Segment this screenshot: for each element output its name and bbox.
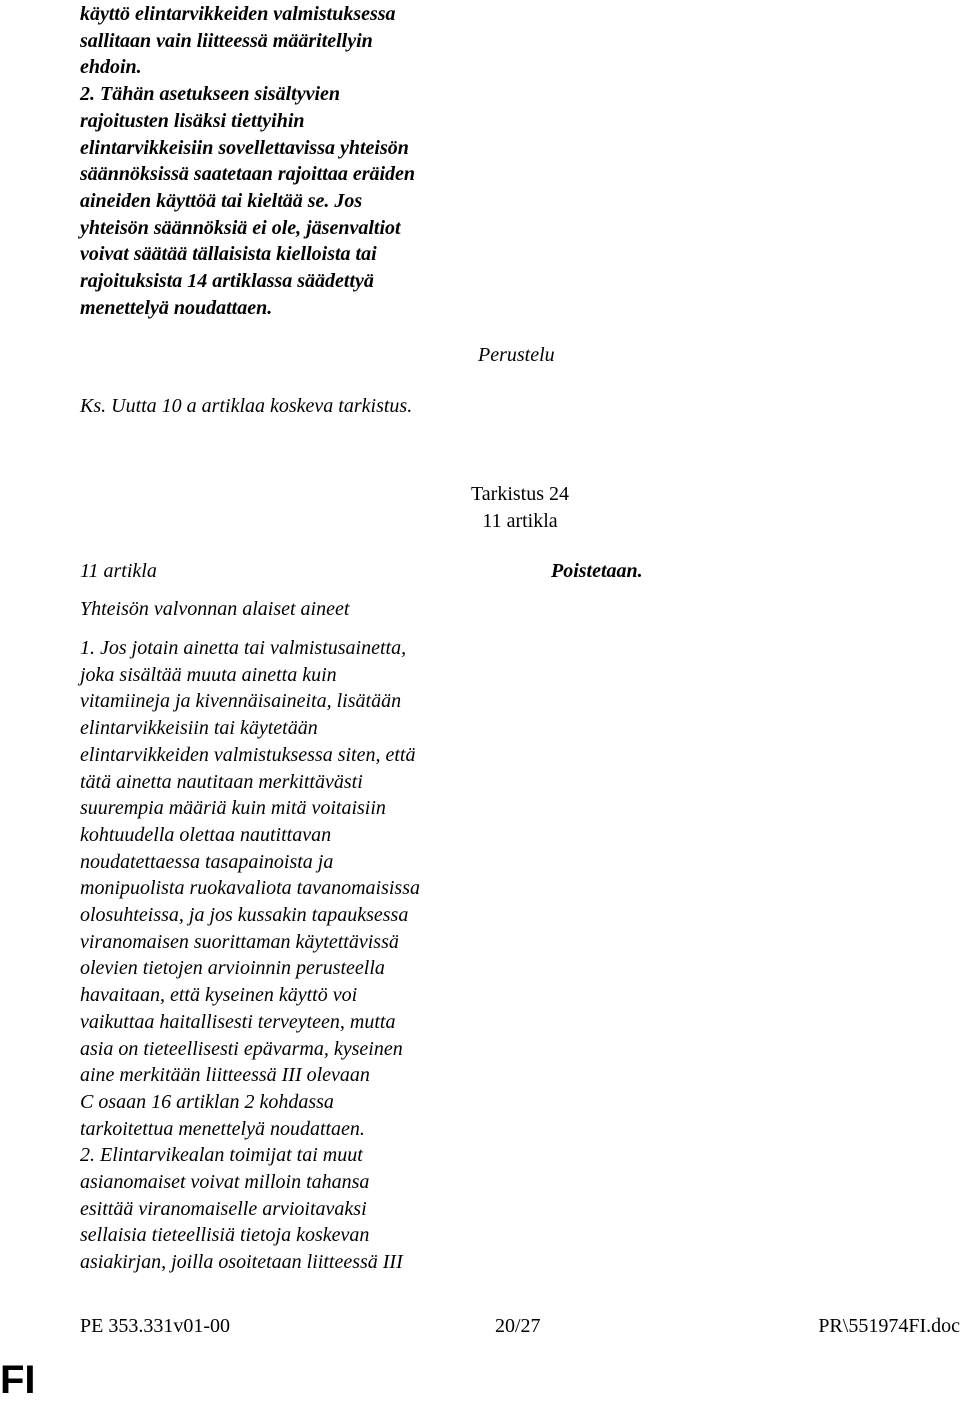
amendment-text-continued [80, 1, 415, 321]
text-line: käyttö elintarvikkeiden valmistuksessa [80, 3, 396, 25]
text-line: tätä ainetta nautitaan merkittävästi [80, 770, 363, 793]
text-line: viranomaisen suorittaman käytettävissä [80, 930, 399, 953]
text-line: aineiden käyttöä tai kieltää se. Jos [80, 189, 363, 212]
text-line: rajoitusten lisäksi tiettyihin [80, 109, 305, 132]
text-line: säännöksissä saatetaan rajoittaa eräiden [80, 163, 416, 186]
text-line: havaitaan, että kyseinen käyttö voi [80, 984, 358, 1007]
article-body [80, 635, 420, 1276]
text-line: kohtuudella olettaa nautittavan [80, 823, 332, 846]
text-line: elintarvikkeiden valmistuksessa siten, että [80, 743, 416, 766]
amendment-article: 11 artikla [482, 510, 558, 532]
document-reference: PE 353.331v01-00 [80, 1315, 230, 1337]
text-line: olevien tietojen arvioinnin perusteella [80, 957, 385, 980]
text-line: yhteisön säännöksiä ei ole, jäsenvaltiot [80, 216, 401, 239]
text-line: aine merkitään liitteessä III olevaan [80, 1064, 370, 1087]
text-line: noudatettaessa tasapainoista ja [80, 850, 334, 873]
text-line: C osaan 16 artiklan 2 kohdassa [80, 1090, 334, 1113]
justification-text: Ks. Uutta 10 a artiklaa koskeva tarkistus. [80, 395, 413, 417]
text-line: 2. Elintarvikealan toimijat tai muut [80, 1144, 363, 1167]
text-line: elintarvikkeisiin sovellettavissa yhteisön [80, 136, 409, 159]
text-line: joka sisältää muuta ainetta kuin [80, 663, 337, 686]
text-line: vitamiineja ja kivennäisaineita, lisätään [80, 690, 402, 713]
text-line: esittää viranomaiselle arvioitavaksi [80, 1197, 367, 1220]
text-line: olosuhteissa, ja jos kussakin tapauksessa [80, 904, 409, 927]
text-line: suurempia määriä kuin mitä voitaisiin [80, 797, 386, 820]
text-line: voivat säätää tällaisista kielloista tai [80, 243, 377, 266]
text-line: asia on tieteellisesti epävarma, kyseinen [80, 1037, 403, 1060]
text-line: asianomaiset voivat milloin tahansa [80, 1171, 370, 1194]
justification-heading: Perustelu [478, 344, 555, 366]
text-line: 1. Jos jotain ainetta tai valmistusainetta, [80, 637, 407, 659]
amendment-deleted-text: Poistetaan. [551, 560, 643, 582]
amendment-number: Tarkistus 24 [470, 483, 570, 505]
language-code: FI [0, 1358, 36, 1402]
text-line: rajoituksista 14 artiklassa säädettyä [80, 270, 374, 293]
text-line: ehdoin. [80, 56, 142, 79]
article-title: 11 artikla [80, 560, 157, 582]
text-line: asiakirjan, joilla osoitetaan liitteessä III [80, 1251, 403, 1274]
text-line: menettelyä noudattaen. [80, 296, 273, 319]
text-line: vaikuttaa haitallisesti terveyteen, mutta [80, 1010, 396, 1033]
page-number: 20/27 [495, 1315, 541, 1337]
article-subtitle: Yhteisön valvonnan alaiset aineet [80, 598, 350, 620]
text-line: 2. Tähän asetukseen sisältyvien [80, 83, 341, 106]
text-line: elintarvikkeisiin tai käytetään [80, 717, 318, 740]
file-name: PR\551974FI.doc [818, 1315, 960, 1337]
text-line: sellaisia tieteellisiä tietoja koskevan [80, 1224, 370, 1247]
text-line: sallitaan vain liitteessä määritellyin [80, 29, 373, 52]
text-line: tarkoitettua menettelyä noudattaen. [80, 1117, 365, 1140]
text-line: monipuolista ruokavaliota tavanomaisissa [80, 877, 420, 900]
